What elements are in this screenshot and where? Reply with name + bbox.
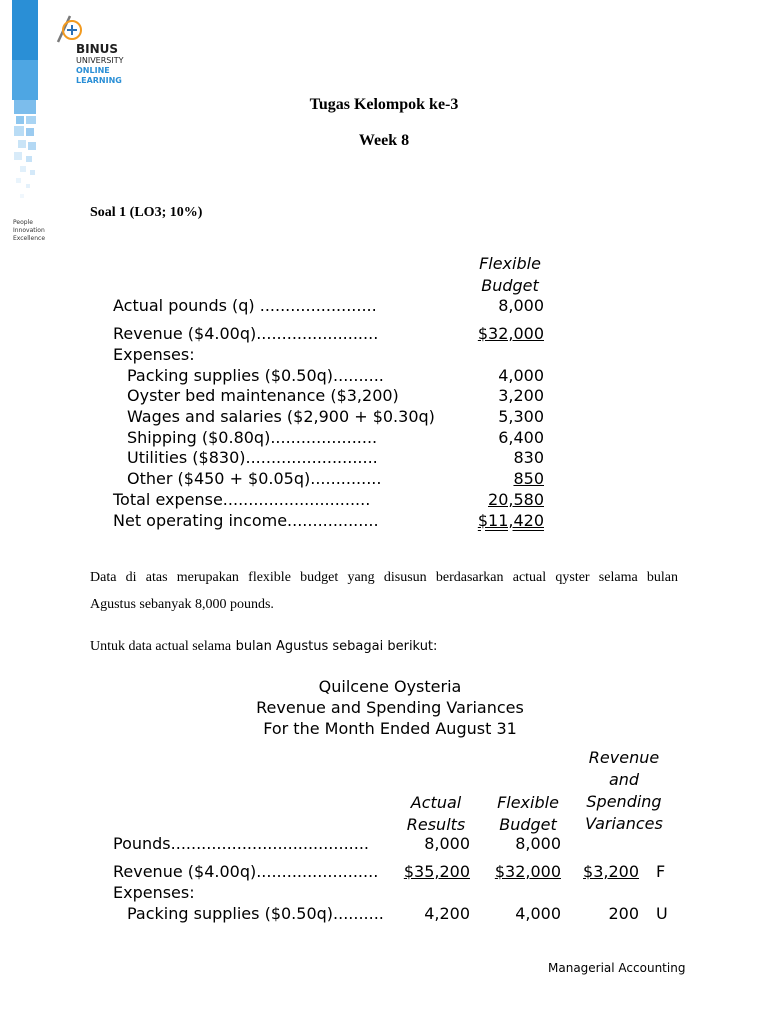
table1-row-label: Other ($450 + $0.05q)..............	[127, 469, 382, 488]
table2-col-actual	[396, 792, 476, 836]
table2-title-line: Quilcene Oysteria	[318, 677, 462, 696]
table1-col-header	[470, 253, 550, 297]
paragraph-line: Agustus sebanyak 8,000 pounds.	[90, 597, 274, 612]
table1-row-value: $11,420	[477, 511, 544, 530]
table1-col-header-line: Flexible	[479, 254, 541, 273]
tagline-line: Innovation	[13, 227, 45, 234]
table2-col-header-line: Variances	[585, 814, 663, 833]
logo-line-online: ONLINE	[76, 66, 110, 75]
table2-row-label: Pounds.......................................	[113, 834, 369, 853]
table1-row-value-wrap	[444, 469, 544, 488]
table2-row-label: Packing supplies ($0.50q)..........	[127, 904, 384, 923]
table1-row-value: 6,400	[498, 428, 544, 447]
table1-row-label: Packing supplies ($0.50q)..........	[127, 366, 384, 385]
table1-row-value: 8,000	[498, 296, 544, 315]
table1-row-label: Wages and salaries ($2,900 + $0.30q)	[127, 407, 435, 426]
table1-row-label: Net operating income..................	[113, 511, 379, 530]
table1-row-label: Revenue ($4.00q)........................	[113, 324, 379, 343]
table2-budget-value: 8,000	[515, 834, 561, 853]
table2-budget-value: $32,000	[494, 862, 561, 881]
tagline-line: People	[13, 219, 33, 226]
table2-col-header-line: Flexible	[497, 793, 559, 812]
table2-variance-value: $3,200	[583, 862, 639, 881]
table2-col-header-line: Results	[406, 815, 466, 834]
table2-col-variance	[574, 747, 674, 835]
table1-row-value: 830	[513, 448, 544, 467]
table1-row-value-wrap	[444, 511, 544, 530]
paragraph-line: Data di atas merupakan flexible budget yang disusun berdasarkan actual qyster selama bulan	[90, 570, 678, 585]
table1-row-value: $32,000	[477, 324, 544, 343]
table1-row-label: Expenses:	[113, 345, 195, 364]
table2-col-budget	[488, 792, 568, 836]
table2-col-header-line: Budget	[499, 815, 557, 834]
document-title: Tugas Kelompok ke-3	[309, 96, 459, 113]
table2-variance-flag: U	[656, 904, 668, 923]
table2-actual-value: 8,000	[424, 834, 470, 853]
table2-col-header-line: Actual	[410, 793, 462, 812]
logo-line-learning: LEARNING	[76, 76, 122, 85]
table2-row-label: Revenue ($4.00q)........................	[113, 862, 379, 881]
table1-row-label: Utilities ($830)..........................	[127, 448, 378, 467]
table2-title-line: Revenue and Spending Variances	[256, 698, 524, 717]
page-footer: Managerial Accounting	[548, 961, 686, 975]
table1-row-label: Actual pounds (q) .......................	[113, 296, 377, 315]
table2-col-header-line: Revenue	[588, 748, 660, 767]
table2-actual-value: $35,200	[403, 862, 470, 881]
table2-budget-wrap	[470, 862, 561, 881]
table1-row-label: Oyster bed maintenance ($3,200)	[127, 386, 399, 405]
paragraph-2-part: Untuk data actual selama	[90, 639, 232, 654]
table2-row-label: Expenses:	[113, 883, 195, 902]
table2-variance-wrap	[560, 862, 639, 881]
table1-row-value: 850	[513, 469, 544, 488]
tagline-line: Excellence	[13, 235, 46, 242]
table1-row-value: 20,580	[488, 490, 544, 509]
binus-logo-icon	[52, 12, 92, 46]
question-label: Soal 1 (LO3; 10%)	[90, 205, 203, 220]
table1-row-value-wrap	[444, 490, 544, 509]
table1-col-header-line: Budget	[481, 276, 539, 295]
table2-col-header-line: and	[608, 770, 640, 789]
table1-row-value-wrap	[444, 324, 544, 343]
table1-row-value: 3,200	[498, 386, 544, 405]
table2-variance-flag: F	[656, 862, 666, 881]
table1-row-label: Total expense.............................	[113, 490, 371, 509]
tagline	[13, 219, 45, 243]
table2-col-header-line: Spending	[586, 792, 662, 811]
document-subtitle: Week 8	[358, 132, 410, 149]
table2-actual-value: 4,200	[424, 904, 470, 923]
table1-row-value: 5,300	[498, 407, 544, 426]
table2-actual-wrap	[380, 862, 470, 881]
table2-budget-value: 4,000	[515, 904, 561, 923]
table2-title-line: For the Month Ended August 31	[263, 719, 517, 738]
logo-name: BINUS	[76, 42, 119, 56]
table2-title	[0, 676, 768, 739]
table1-row-value: 4,000	[498, 366, 544, 385]
logo-line-university: UNIVERSITY	[76, 56, 124, 65]
table1-row-label: Shipping ($0.80q).....................	[127, 428, 378, 447]
paragraph-2	[90, 638, 437, 655]
table2-variance-value: 200	[608, 904, 639, 923]
paragraph-2-part: bulan Agustus sebagai berikut:	[235, 639, 438, 654]
